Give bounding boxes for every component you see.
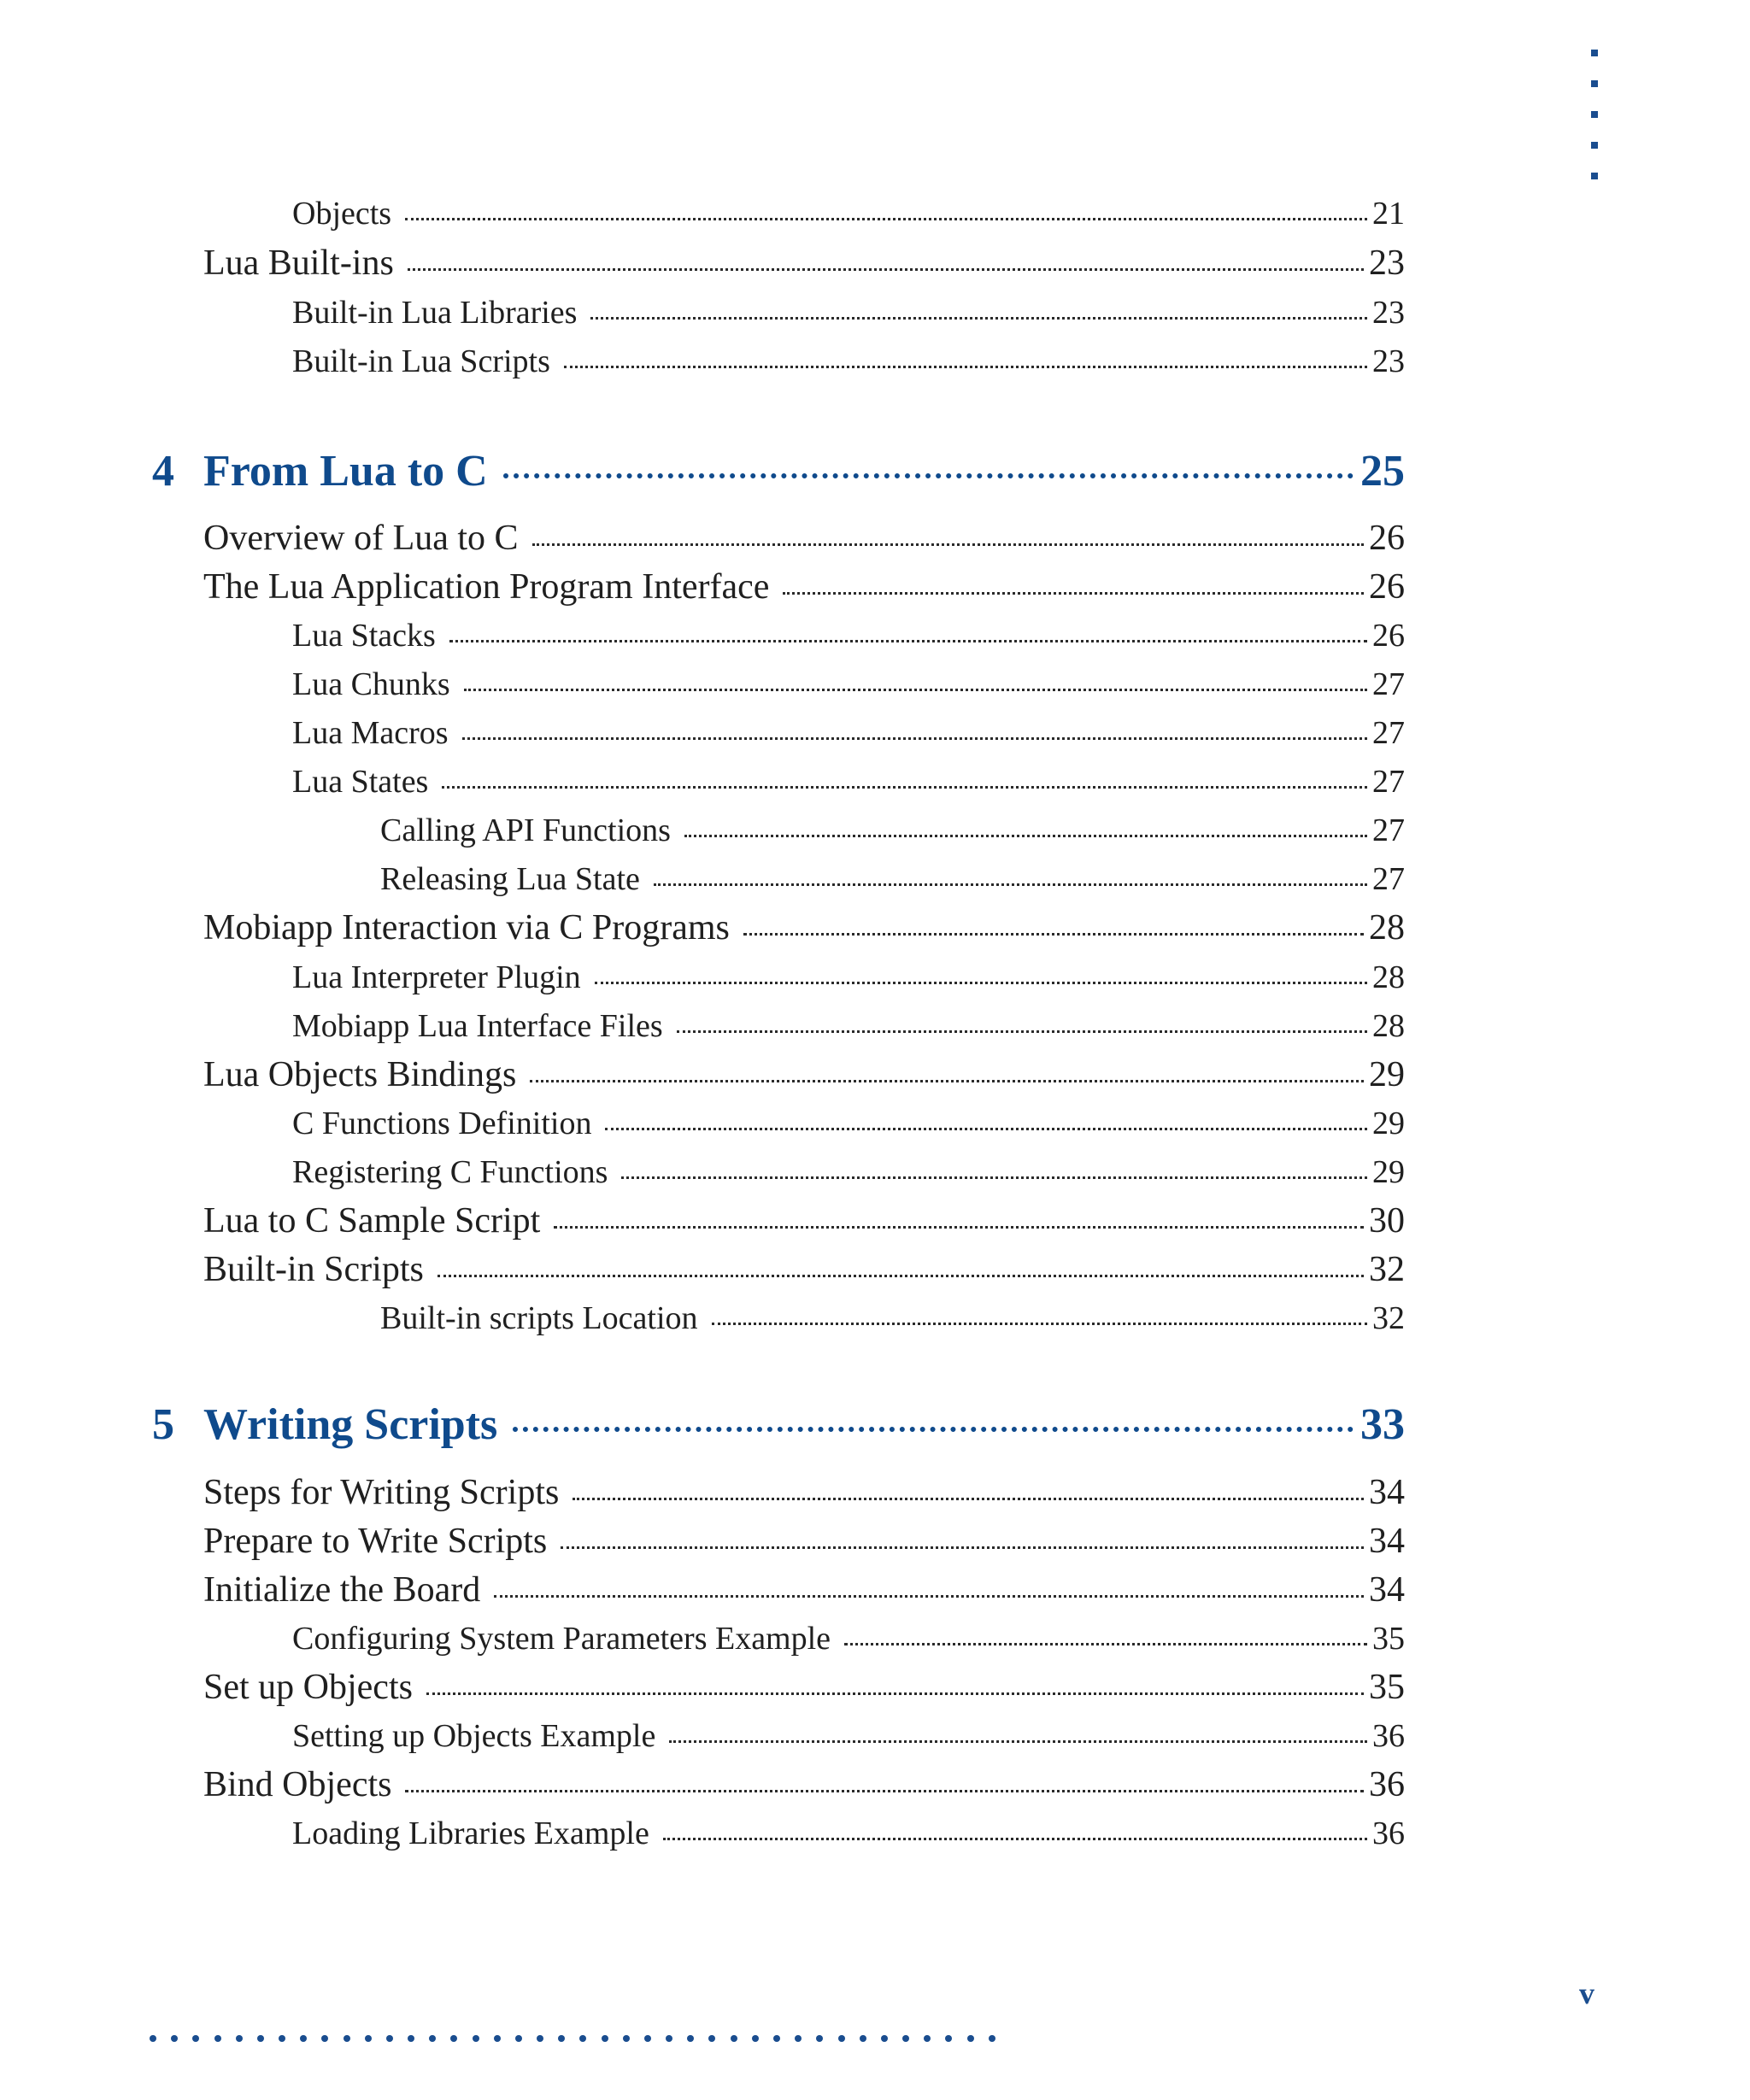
toc-entry-page: 32 <box>1369 1250 1405 1289</box>
toc-entry-page: 26 <box>1369 567 1405 607</box>
toc-entry-page: 30 <box>1369 1201 1405 1241</box>
toc-entry-title: Bind Objects <box>203 1765 392 1804</box>
toc-entry-title: Lua States <box>292 764 429 800</box>
toc-entry-title: Lua Built-ins <box>203 243 394 283</box>
dot-leader <box>573 1497 1364 1500</box>
toc-entry[interactable] <box>203 518 1405 559</box>
dot-leader <box>503 472 1354 478</box>
toc-entry-title: Lua Objects Bindings <box>203 1055 517 1094</box>
toc-entry[interactable] <box>203 1521 1405 1562</box>
dot-leader <box>669 1739 1367 1743</box>
toc-entry[interactable] <box>380 812 1405 849</box>
decorative-dot-rail <box>1591 50 1601 179</box>
dot-leader <box>449 639 1367 642</box>
toc-entry-page: 27 <box>1372 715 1405 751</box>
toc-entry-page: 27 <box>1372 666 1405 702</box>
toc-entry-title: Configuring System Parameters Example <box>292 1621 831 1657</box>
dot-leader <box>408 267 1364 271</box>
toc-entry-title: Lua Macros <box>292 715 449 751</box>
toc-entry[interactable] <box>292 1153 1405 1191</box>
chapter-title: Writing Scripts <box>203 1400 498 1449</box>
dot-leader <box>595 981 1367 984</box>
toc-entry-page: 23 <box>1369 243 1405 283</box>
toc-entry[interactable] <box>203 1054 1405 1095</box>
dot-leader <box>590 316 1367 320</box>
toc-entry-page: 23 <box>1372 295 1405 331</box>
toc-entry-page: 26 <box>1369 519 1405 558</box>
toc-entry[interactable] <box>203 1667 1405 1708</box>
toc-entry-page: 28 <box>1372 1008 1405 1044</box>
chapter-number: 5 <box>152 1400 174 1449</box>
dot-leader <box>554 1225 1364 1229</box>
chapter-page: 25 <box>1360 447 1405 496</box>
toc-entry-title: Setting up Objects Example <box>292 1718 656 1754</box>
dot-leader <box>442 785 1367 789</box>
toc-entry[interactable] <box>292 617 1405 654</box>
toc-entry[interactable] <box>292 343 1405 380</box>
dot-leader <box>532 543 1364 546</box>
dot-leader <box>462 736 1367 740</box>
dot-leader <box>712 1322 1367 1325</box>
toc-entry[interactable] <box>203 1200 1405 1241</box>
toc-entry[interactable] <box>292 1105 1405 1142</box>
toc-entry-title: Initialize the Board <box>203 1570 481 1610</box>
dot-leader <box>564 365 1367 368</box>
dot-leader <box>561 1546 1364 1549</box>
toc-entry-title: Objects <box>292 196 392 232</box>
toc-entry[interactable] <box>203 566 1405 607</box>
toc-entry-page: 34 <box>1369 1570 1405 1610</box>
dot-leader <box>530 1079 1364 1082</box>
dot-leader <box>783 591 1364 595</box>
dot-leader <box>663 1837 1367 1840</box>
toc-entry-page: 35 <box>1369 1668 1405 1707</box>
dot-leader <box>438 1274 1364 1277</box>
chapter-heading[interactable] <box>152 446 1405 496</box>
toc-entry-page: 27 <box>1372 861 1405 897</box>
toc-entry-title: Registering C Functions <box>292 1154 608 1190</box>
toc-entry-page: 21 <box>1372 196 1405 232</box>
toc-entry[interactable] <box>292 714 1405 752</box>
chapter-title: From Lua to C <box>203 447 488 496</box>
toc-entry-title: Releasing Lua State <box>380 861 640 897</box>
toc-entry-title: Prepare to Write Scripts <box>203 1522 548 1561</box>
toc-entry-title: Lua to C Sample Script <box>203 1201 541 1241</box>
toc-entry-title: The Lua Application Program Interface <box>203 567 770 607</box>
toc-entry-title: Set up Objects <box>203 1668 413 1707</box>
toc-entry-page: 34 <box>1369 1473 1405 1512</box>
toc-entry-page: 34 <box>1369 1522 1405 1561</box>
toc-entry-title: Mobiapp Lua Interface Files <box>292 1008 663 1044</box>
toc-entry[interactable] <box>203 1472 1405 1513</box>
dot-leader <box>494 1594 1364 1598</box>
toc-entry-title: C Functions Definition <box>292 1106 592 1141</box>
dot-leader <box>654 883 1367 886</box>
dot-leader <box>513 1426 1354 1432</box>
toc-entry-title: Mobiapp Interaction via C Programs <box>203 908 730 947</box>
dot-leader <box>844 1642 1367 1645</box>
toc-entry[interactable] <box>292 666 1405 703</box>
toc-entry-page: 28 <box>1369 908 1405 947</box>
toc-entry-page: 29 <box>1369 1055 1405 1094</box>
dot-leader <box>405 217 1367 220</box>
toc-entry-title: Built-in Scripts <box>203 1250 424 1289</box>
toc-entry-page: 36 <box>1369 1765 1405 1804</box>
toc-entry-title: Lua Stacks <box>292 618 436 654</box>
toc-entry[interactable] <box>203 1764 1405 1805</box>
dot-leader <box>677 1029 1367 1033</box>
toc-entry-page: 27 <box>1372 764 1405 800</box>
chapter-heading[interactable] <box>152 1399 1405 1450</box>
toc-entry-title: Built-in Lua Libraries <box>292 295 578 331</box>
toc-entry-title: Loading Libraries Example <box>292 1816 649 1851</box>
toc-entry[interactable] <box>292 195 1405 232</box>
toc-entry-title: Built-in Lua Scripts <box>292 343 550 379</box>
toc-entry[interactable] <box>203 1249 1405 1290</box>
toc-entry[interactable] <box>203 907 1405 948</box>
toc-entry[interactable] <box>292 959 1405 996</box>
toc-entry-page: 28 <box>1372 959 1405 995</box>
toc-entry[interactable] <box>292 763 1405 801</box>
decorative-dot-rule <box>150 2035 995 2042</box>
toc-entry-page: 32 <box>1372 1300 1405 1336</box>
toc-entry-title: Lua Chunks <box>292 666 450 702</box>
toc-entry[interactable] <box>292 1815 1405 1852</box>
dot-leader <box>464 688 1367 691</box>
chapter-page: 33 <box>1360 1400 1405 1449</box>
toc-entry-page: 35 <box>1372 1621 1405 1657</box>
toc-entry-page: 23 <box>1372 343 1405 379</box>
toc-entry-page: 26 <box>1372 618 1405 654</box>
dot-leader <box>684 834 1367 837</box>
dot-leader <box>426 1692 1364 1695</box>
dot-leader <box>743 932 1364 936</box>
toc-entry-page: 27 <box>1372 812 1405 848</box>
chapter-number: 4 <box>152 447 174 496</box>
toc-entry-page: 29 <box>1372 1154 1405 1190</box>
toc-entry[interactable] <box>203 243 1405 284</box>
toc-entry-title: Steps for Writing Scripts <box>203 1473 560 1512</box>
toc-entry[interactable] <box>292 1007 1405 1045</box>
toc-entry[interactable] <box>292 1620 1405 1657</box>
toc-entry-title: Built-in scripts Location <box>380 1300 698 1336</box>
dot-leader <box>621 1176 1367 1179</box>
toc-entry-page: 29 <box>1372 1106 1405 1141</box>
toc-entry[interactable] <box>380 860 1405 898</box>
toc-entry-title: Overview of Lua to C <box>203 519 519 558</box>
toc-entry-title: Lua Interpreter Plugin <box>292 959 581 995</box>
toc-entry[interactable] <box>380 1299 1405 1337</box>
toc-entry[interactable] <box>203 1569 1405 1610</box>
toc-entry-page: 36 <box>1372 1718 1405 1754</box>
toc-entry[interactable] <box>292 294 1405 331</box>
page-number: v <box>1579 1976 1594 2010</box>
toc-entry-title: Calling API Functions <box>380 812 671 848</box>
dot-leader <box>605 1127 1367 1130</box>
toc-entry[interactable] <box>292 1717 1405 1755</box>
toc-entry-page: 36 <box>1372 1816 1405 1851</box>
dot-leader <box>405 1789 1364 1792</box>
